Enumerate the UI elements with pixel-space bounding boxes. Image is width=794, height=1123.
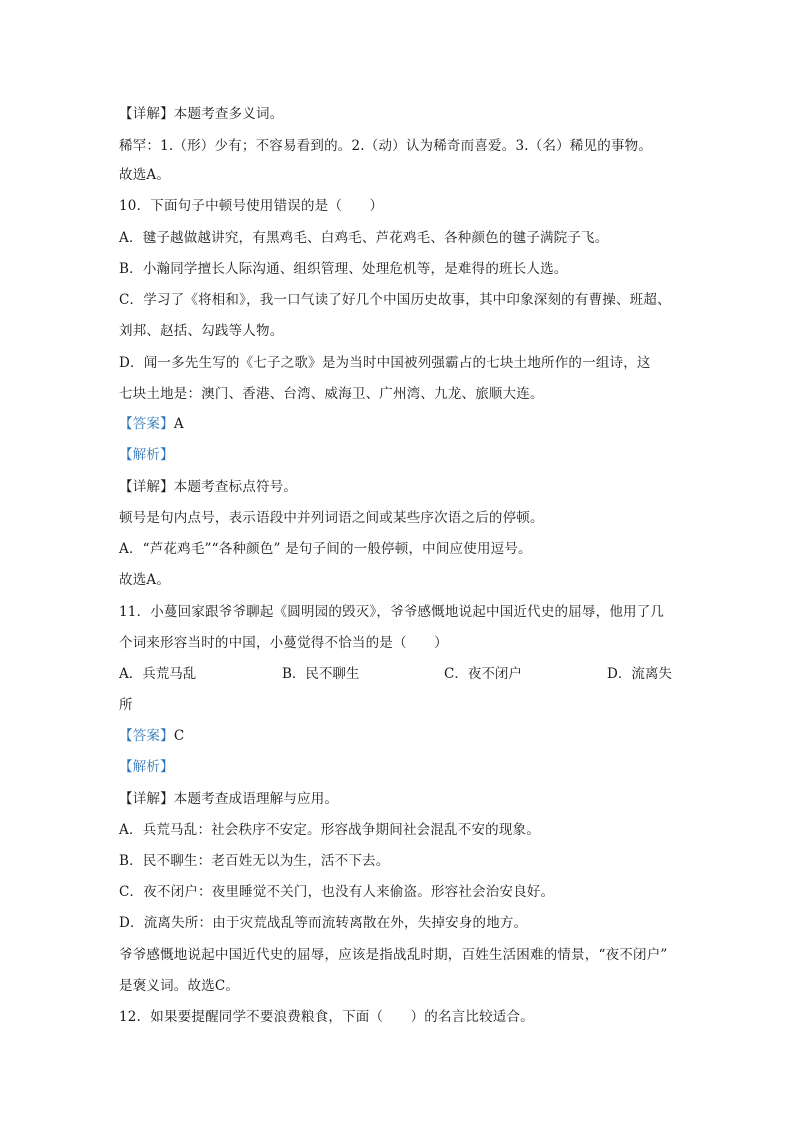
q11-option-b: B．民不聊生	[282, 666, 360, 682]
q10-stem: 10．下面句子中顿号使用错误的是（ ）	[119, 198, 384, 214]
q10-option-b: B．小瀚同学擅长人际沟通、组织管理、处理危机等，是难得的班长人选。	[119, 261, 568, 277]
q10-explanation2: A．“芦花鸡毛”“各种颜色” 是句子间的一般停顿，中间应使用逗号。	[119, 541, 532, 557]
q10-option-c-line2: 刘邦、赵括、勾践等人物。	[119, 323, 284, 339]
answer-value: C	[173, 728, 185, 744]
q11-stem-line2: 个词来形容当时的中国，小蔓觉得不恰当的是（ ）	[119, 635, 448, 651]
q10-option-c-line1: C．学习了《将相和》，我一口气读了好几个中国历史故事，其中印象深刻的有曹操、班超、	[119, 292, 671, 308]
q12-stem: 12．如果要提醒同学不要浪费粮食，下面（ ）的名言比较适合。	[119, 1009, 534, 1025]
q11-option-d-cont: 所	[119, 697, 133, 713]
q11-analysis-tag: 【解析】	[119, 759, 174, 775]
q10-conclusion: 故选A。	[119, 572, 171, 588]
answer-value: A	[173, 416, 184, 432]
q10-option-a: A．毽子越做越讲究，有黑鸡毛、白鸡毛、芦花鸡毛、各种颜色的毽子满院子飞。	[119, 230, 609, 246]
answer-tag: 【答案】	[119, 728, 174, 744]
q11-answer	[119, 727, 184, 745]
q11-exp-d: D．流离失所：由于灾荒战乱等而流转离散在外，失掉安身的地方。	[119, 915, 528, 931]
q11-exp-b: B．民不聊生：老百姓无以为生，活不下去。	[119, 853, 390, 869]
q11-detail: 【详解】本题考查成语理解与应用。	[119, 791, 339, 807]
q9-explanation: 稀罕：1.（形）少有；不容易看到的。2.（动）认为稀奇而喜爱。3.（名）稀见的事物。	[119, 138, 653, 154]
q9-conclusion: 故选A。	[119, 167, 171, 183]
q11-exp-a: A．兵荒马乱：社会秩序不安定。形容战争期间社会混乱不安的现象。	[119, 822, 540, 838]
q10-explanation1: 顿号是句内点号，表示语段中并列词语之间或某些序次语之后的停顿。	[119, 510, 544, 526]
answer-tag: 【答案】	[119, 416, 174, 432]
q11-option-d: D．流离失	[607, 666, 672, 682]
q9-detail: 【详解】本题考查多义词。	[119, 106, 284, 122]
q10-answer	[119, 415, 184, 433]
q11-summary-line1: 爷爷感慨地说起中国近代史的屈辱，应该是指战乱时期，百姓生活困难的情景，“夜不闭户”	[119, 947, 668, 963]
q11-stem-line1: 11．小蔓回家跟爷爷聊起《圆明园的毁灭》，爷爷感慨地说起中国近代史的屈辱，他用了几	[119, 604, 665, 620]
q11-exp-c: C．夜不闭户：夜里睡觉不关门，也没有人来偷盗。形容社会治安良好。	[119, 884, 555, 900]
q11-option-a: A．兵荒马乱	[119, 666, 197, 682]
q10-option-d-line1: D．闻一多先生写的《七子之歌》是为当时中国被列强霸占的七块土地所作的一组诗，这	[119, 355, 651, 371]
q10-analysis-tag: 【解析】	[119, 447, 174, 463]
q10-detail: 【详解】本题考查标点符号。	[119, 479, 298, 495]
q10-option-d-line2: 七块土地是：澳门、香港、台湾、威海卫、广州湾、九龙、旅顺大连。	[119, 386, 544, 402]
q11-option-c: C．夜不闭户	[444, 666, 522, 682]
q11-summary-line2: 是褒义词。故选C。	[119, 978, 240, 994]
